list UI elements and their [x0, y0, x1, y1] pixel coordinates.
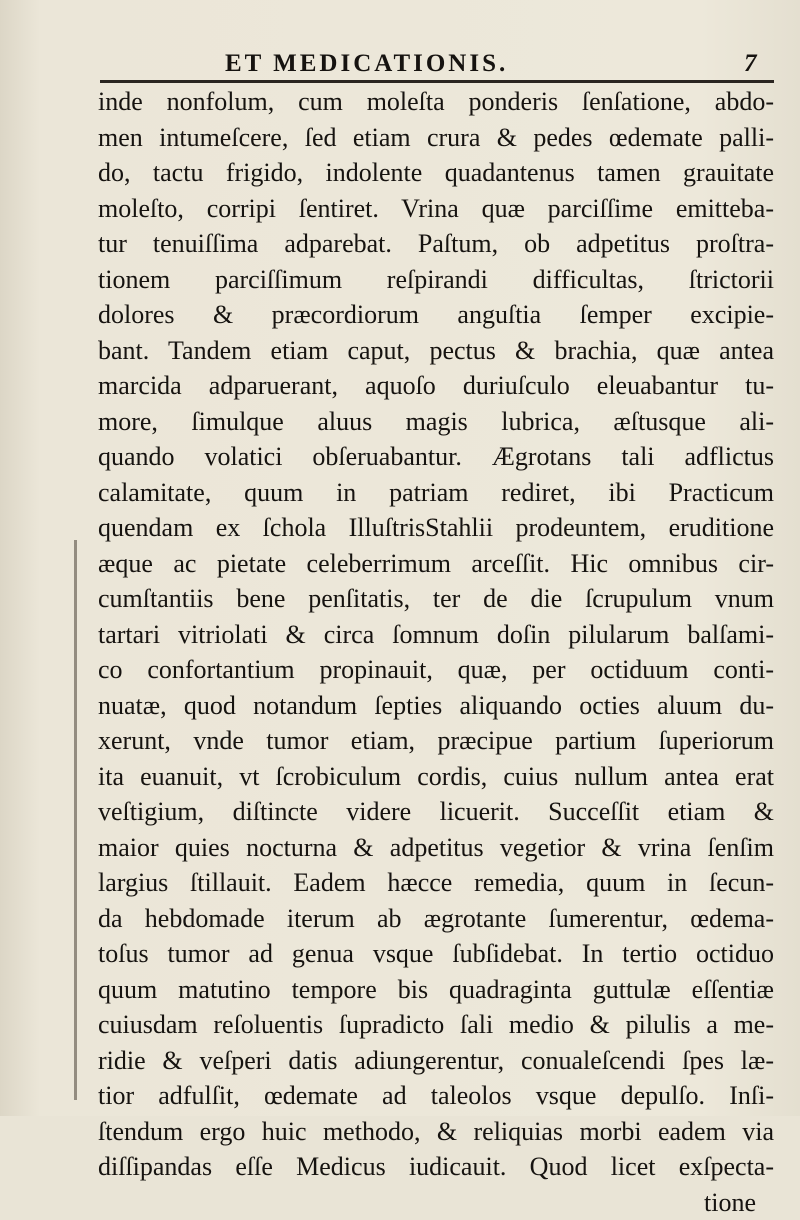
text-line: ridie & veſperi datis adiungerentur, conualeſcendi ſpes læ-: [98, 1043, 774, 1079]
text-line: quendam ex ſchola IlluſtrisStahlii prodeuntem, eruditione: [98, 510, 774, 546]
text-line: quando volatici obſeruabantur. Ægrotans tali adflictus: [98, 439, 774, 475]
body-text: [98, 84, 774, 1220]
text-line: more, ſimulque aluus magis lubrica, æſtusque ali-: [98, 404, 774, 440]
catchword: tione: [98, 1185, 774, 1220]
text-line: men intumeſcere, ſed etiam crura & pedes œdemate palli-: [98, 120, 774, 156]
text-line: da hebdomade iterum ab ægrotante ſumerentur, œdema-: [98, 901, 774, 937]
text-line: æque ac pietate celeberrimum arceſſit. Hic omnibus cir-: [98, 546, 774, 582]
text-line: co confortantium propinauit, quæ, per octiduum conti-: [98, 652, 774, 688]
text-line: bant. Tandem etiam caput, pectus & brachia, quæ antea: [98, 333, 774, 369]
text-line: cuiusdam reſoluentis ſupradicto ſali medio & pilulis a me-: [98, 1007, 774, 1043]
text-line: inde nonfolum, cum moleſta ponderis ſenſatione, abdo-: [98, 84, 774, 120]
text-line: largius ſtillauit. Eadem hæcce remedia, quum in ſecun-: [98, 865, 774, 901]
text-line: quum matutino tempore bis quadraginta guttulæ eſſentiæ: [98, 972, 774, 1008]
running-title: ET MEDICATIONIS.: [225, 50, 508, 78]
text-line: do, tactu frigido, indolente quadantenus tamen grauitate: [98, 155, 774, 191]
text-line: cumſtantiis bene penſitatis, ter de die ſcrupulum vnum: [98, 581, 774, 617]
gutter-shadow: [74, 540, 77, 1100]
header-rule: [100, 80, 774, 83]
text-line: tur tenuiſſima adparebat. Paſtum, ob adpetitus proſtra-: [98, 226, 774, 262]
text-line: dolores & præcordiorum anguſtia ſemper excipie-: [98, 297, 774, 333]
text-line: ſtendum ergo huic methodo, & reliquias morbi eadem via: [98, 1114, 774, 1150]
text-line: toſus tumor ad genua vsque ſubſidebat. In tertio octiduo: [98, 936, 774, 972]
page-number: 7: [744, 50, 757, 78]
text-line: maior quies nocturna & adpetitus vegetior & vrina ſenſim: [98, 830, 774, 866]
text-line: xerunt, vnde tumor etiam, præcipue partium ſuperiorum: [98, 723, 774, 759]
text-line: diſſipandas eſſe Medicus iudicauit. Quod licet exſpecta-: [98, 1149, 774, 1185]
text-line: moleſto, corripi ſentiret. Vrina quæ parciſſime emitteba-: [98, 191, 774, 227]
text-line: ita euanuit, vt ſcrobiculum cordis, cuius nullum antea erat: [98, 759, 774, 795]
text-line: tartari vitriolati & circa ſomnum doſin pilularum balſami-: [98, 617, 774, 653]
text-line: tionem parciſſimum reſpirandi difficultas, ſtrictorii: [98, 262, 774, 298]
text-line: veſtigium, diſtincte videre licuerit. Succeſſit etiam &: [98, 794, 774, 830]
text-line: nuatæ, quod notandum ſepties aliquando octies aluum du-: [98, 688, 774, 724]
text-line: marcida adparuerant, aquoſo duriuſculo eleuabantur tu-: [98, 368, 774, 404]
text-line: tior adfulſit, œdemate ad taleolos vsque depulſo. Inſi-: [98, 1078, 774, 1114]
text-line: calamitate, quum in patriam rediret, ibi Practicum: [98, 475, 774, 511]
